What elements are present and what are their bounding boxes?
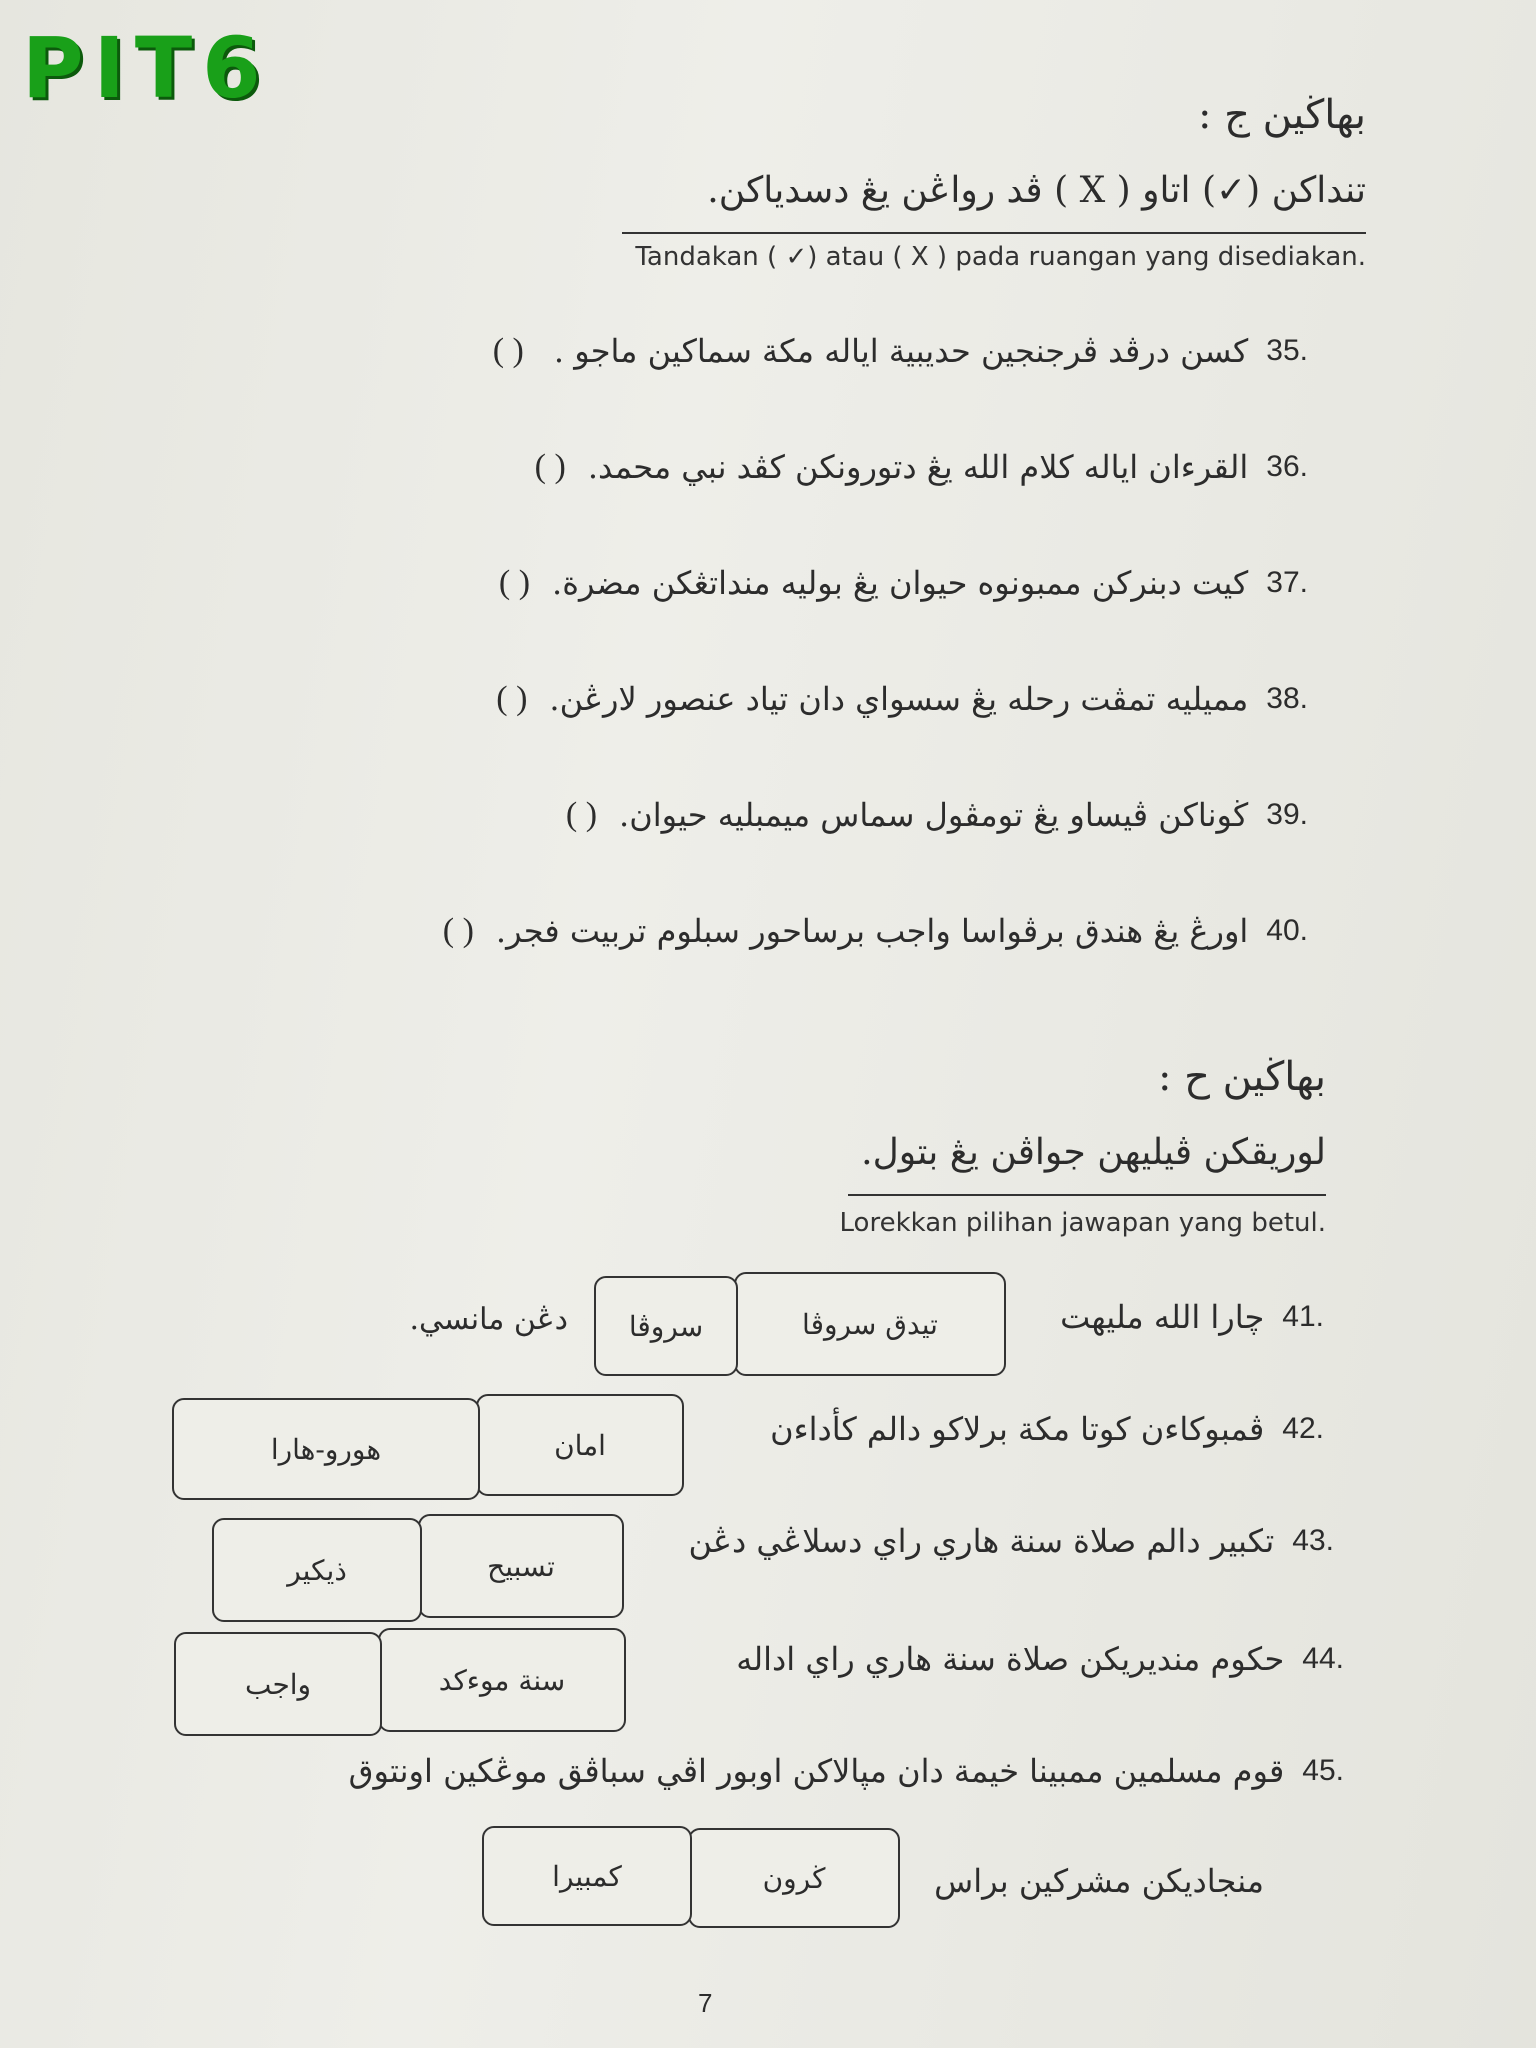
answer-box-36[interactable]: ( ) bbox=[534, 448, 566, 485]
section-c-heading: بهاڬين ج : bbox=[1197, 92, 1366, 138]
section-c-instruction-jawi: تنداکن (✓) اتاو ( X ) ڤد رواڠن يڠ دسدياکن. bbox=[707, 170, 1366, 211]
question-number-42: 42. bbox=[1282, 1412, 1324, 1445]
question-text-43: تکبير دالم صلاة سنة هاري راي دسلاڠي دڠن bbox=[688, 1522, 1275, 1560]
option-43-a[interactable]: تسبيح bbox=[418, 1514, 624, 1618]
question-39 bbox=[566, 796, 1308, 834]
question-number-43: 43. bbox=[1292, 1524, 1334, 1557]
answer-box-38[interactable]: ( ) bbox=[496, 680, 528, 717]
question-38 bbox=[496, 680, 1308, 718]
section-c-instruction-malay: Tandakan ( ✓) atau ( X ) pada ruangan yang disediakan. bbox=[635, 242, 1366, 272]
question-36 bbox=[535, 448, 1308, 486]
answer-box-40[interactable]: ( ) bbox=[442, 912, 474, 949]
question-number-44: 44. bbox=[1302, 1642, 1344, 1675]
question-number-41: 41. bbox=[1282, 1300, 1324, 1333]
question-text-41: چارا الله مليهت bbox=[1060, 1298, 1265, 1336]
option-42-a[interactable]: امان bbox=[476, 1394, 684, 1496]
pit6-logo: PIT6 bbox=[22, 19, 271, 117]
question-text-44: حکوم منديريکن صلاة سنة هاري راي اداله bbox=[736, 1640, 1285, 1678]
question-number-39: 39. bbox=[1266, 798, 1308, 831]
option-42-b[interactable]: هورو-هارا bbox=[172, 1398, 480, 1500]
question-text-39: ڬوناکن ڤيساو يڠ تومڤول سماس ميمبليه حيوان. bbox=[619, 796, 1249, 834]
option-43-b[interactable]: ذيکير bbox=[212, 1518, 422, 1622]
question-number-45: 45. bbox=[1302, 1754, 1344, 1787]
option-44-b[interactable]: واجب bbox=[174, 1632, 382, 1736]
question-45-continuation: منجاديکن مشرکين براس bbox=[934, 1862, 1264, 1900]
question-text-42: ڤمبوکاءن کوتا مکة برلاکو دالم کأداءن bbox=[770, 1410, 1265, 1448]
question-37 bbox=[499, 564, 1308, 602]
question-number-38: 38. bbox=[1266, 682, 1308, 715]
answer-box-39[interactable]: ( ) bbox=[565, 796, 598, 833]
question-text-45: قوم مسلمين ممبينا خيمة دان مڽالاکن اوبور اڤي سباڤق موڠکين اونتوق bbox=[348, 1752, 1285, 1790]
section-d-instruction-malay: Lorekkan pilihan jawapan yang betul. bbox=[839, 1208, 1326, 1238]
section-d-heading: بهاڬين ح : bbox=[1157, 1054, 1326, 1100]
option-41-a[interactable]: تيدق سروڤا bbox=[734, 1272, 1006, 1376]
question-number-35: 35. bbox=[1266, 334, 1308, 367]
option-45-b[interactable]: کمبيرا bbox=[482, 1826, 692, 1926]
option-45-a[interactable]: ڬرون bbox=[688, 1828, 900, 1928]
section-c-underline bbox=[622, 232, 1366, 234]
option-44-a[interactable]: سنة موءکد bbox=[378, 1628, 626, 1732]
option-41-b[interactable]: سروڤا bbox=[594, 1276, 738, 1376]
question-43 bbox=[689, 1522, 1334, 1560]
question-45 bbox=[349, 1752, 1344, 1790]
question-text-35: کسن درڤد ڤرجنجين حديبية اياله مکة سماکين ماجو . bbox=[553, 332, 1249, 370]
answer-box-37[interactable]: ( ) bbox=[498, 564, 531, 601]
question-44 bbox=[736, 1640, 1344, 1678]
question-42 bbox=[770, 1410, 1324, 1448]
question-text-36: القرءان اياله کلام الله يڠ دتورونکن کڤد نبي محمد. bbox=[587, 448, 1249, 486]
question-text-40: اورڠ يڠ هندق برڤواسا واجب برساحور سبلوم تربيت فجر. bbox=[495, 912, 1249, 950]
question-number-36: 36. bbox=[1266, 450, 1308, 483]
question-41 bbox=[1060, 1298, 1324, 1336]
question-number-40: 40. bbox=[1266, 914, 1308, 947]
section-d-instruction-jawi: لوريقکن ڤيليهن جواڤن يڠ بتول. bbox=[861, 1132, 1326, 1173]
page-number: 7 bbox=[698, 1988, 713, 2018]
question-text-37: کيت دبنرکن ممبونوه حيوان يڠ بوليه منداتڠکن مضرة. bbox=[552, 564, 1249, 602]
section-d-underline bbox=[848, 1194, 1326, 1196]
question-number-37: 37. bbox=[1266, 566, 1308, 599]
question-41-suffix: دڠن مانسي. bbox=[409, 1302, 568, 1337]
question-text-38: مميليه تمڤت رحله يڠ سسواي دان تياد عنصور لارڠن. bbox=[549, 680, 1249, 718]
answer-box-35[interactable]: ( ) bbox=[492, 332, 524, 369]
question-35 bbox=[493, 332, 1308, 370]
question-40 bbox=[443, 912, 1308, 950]
